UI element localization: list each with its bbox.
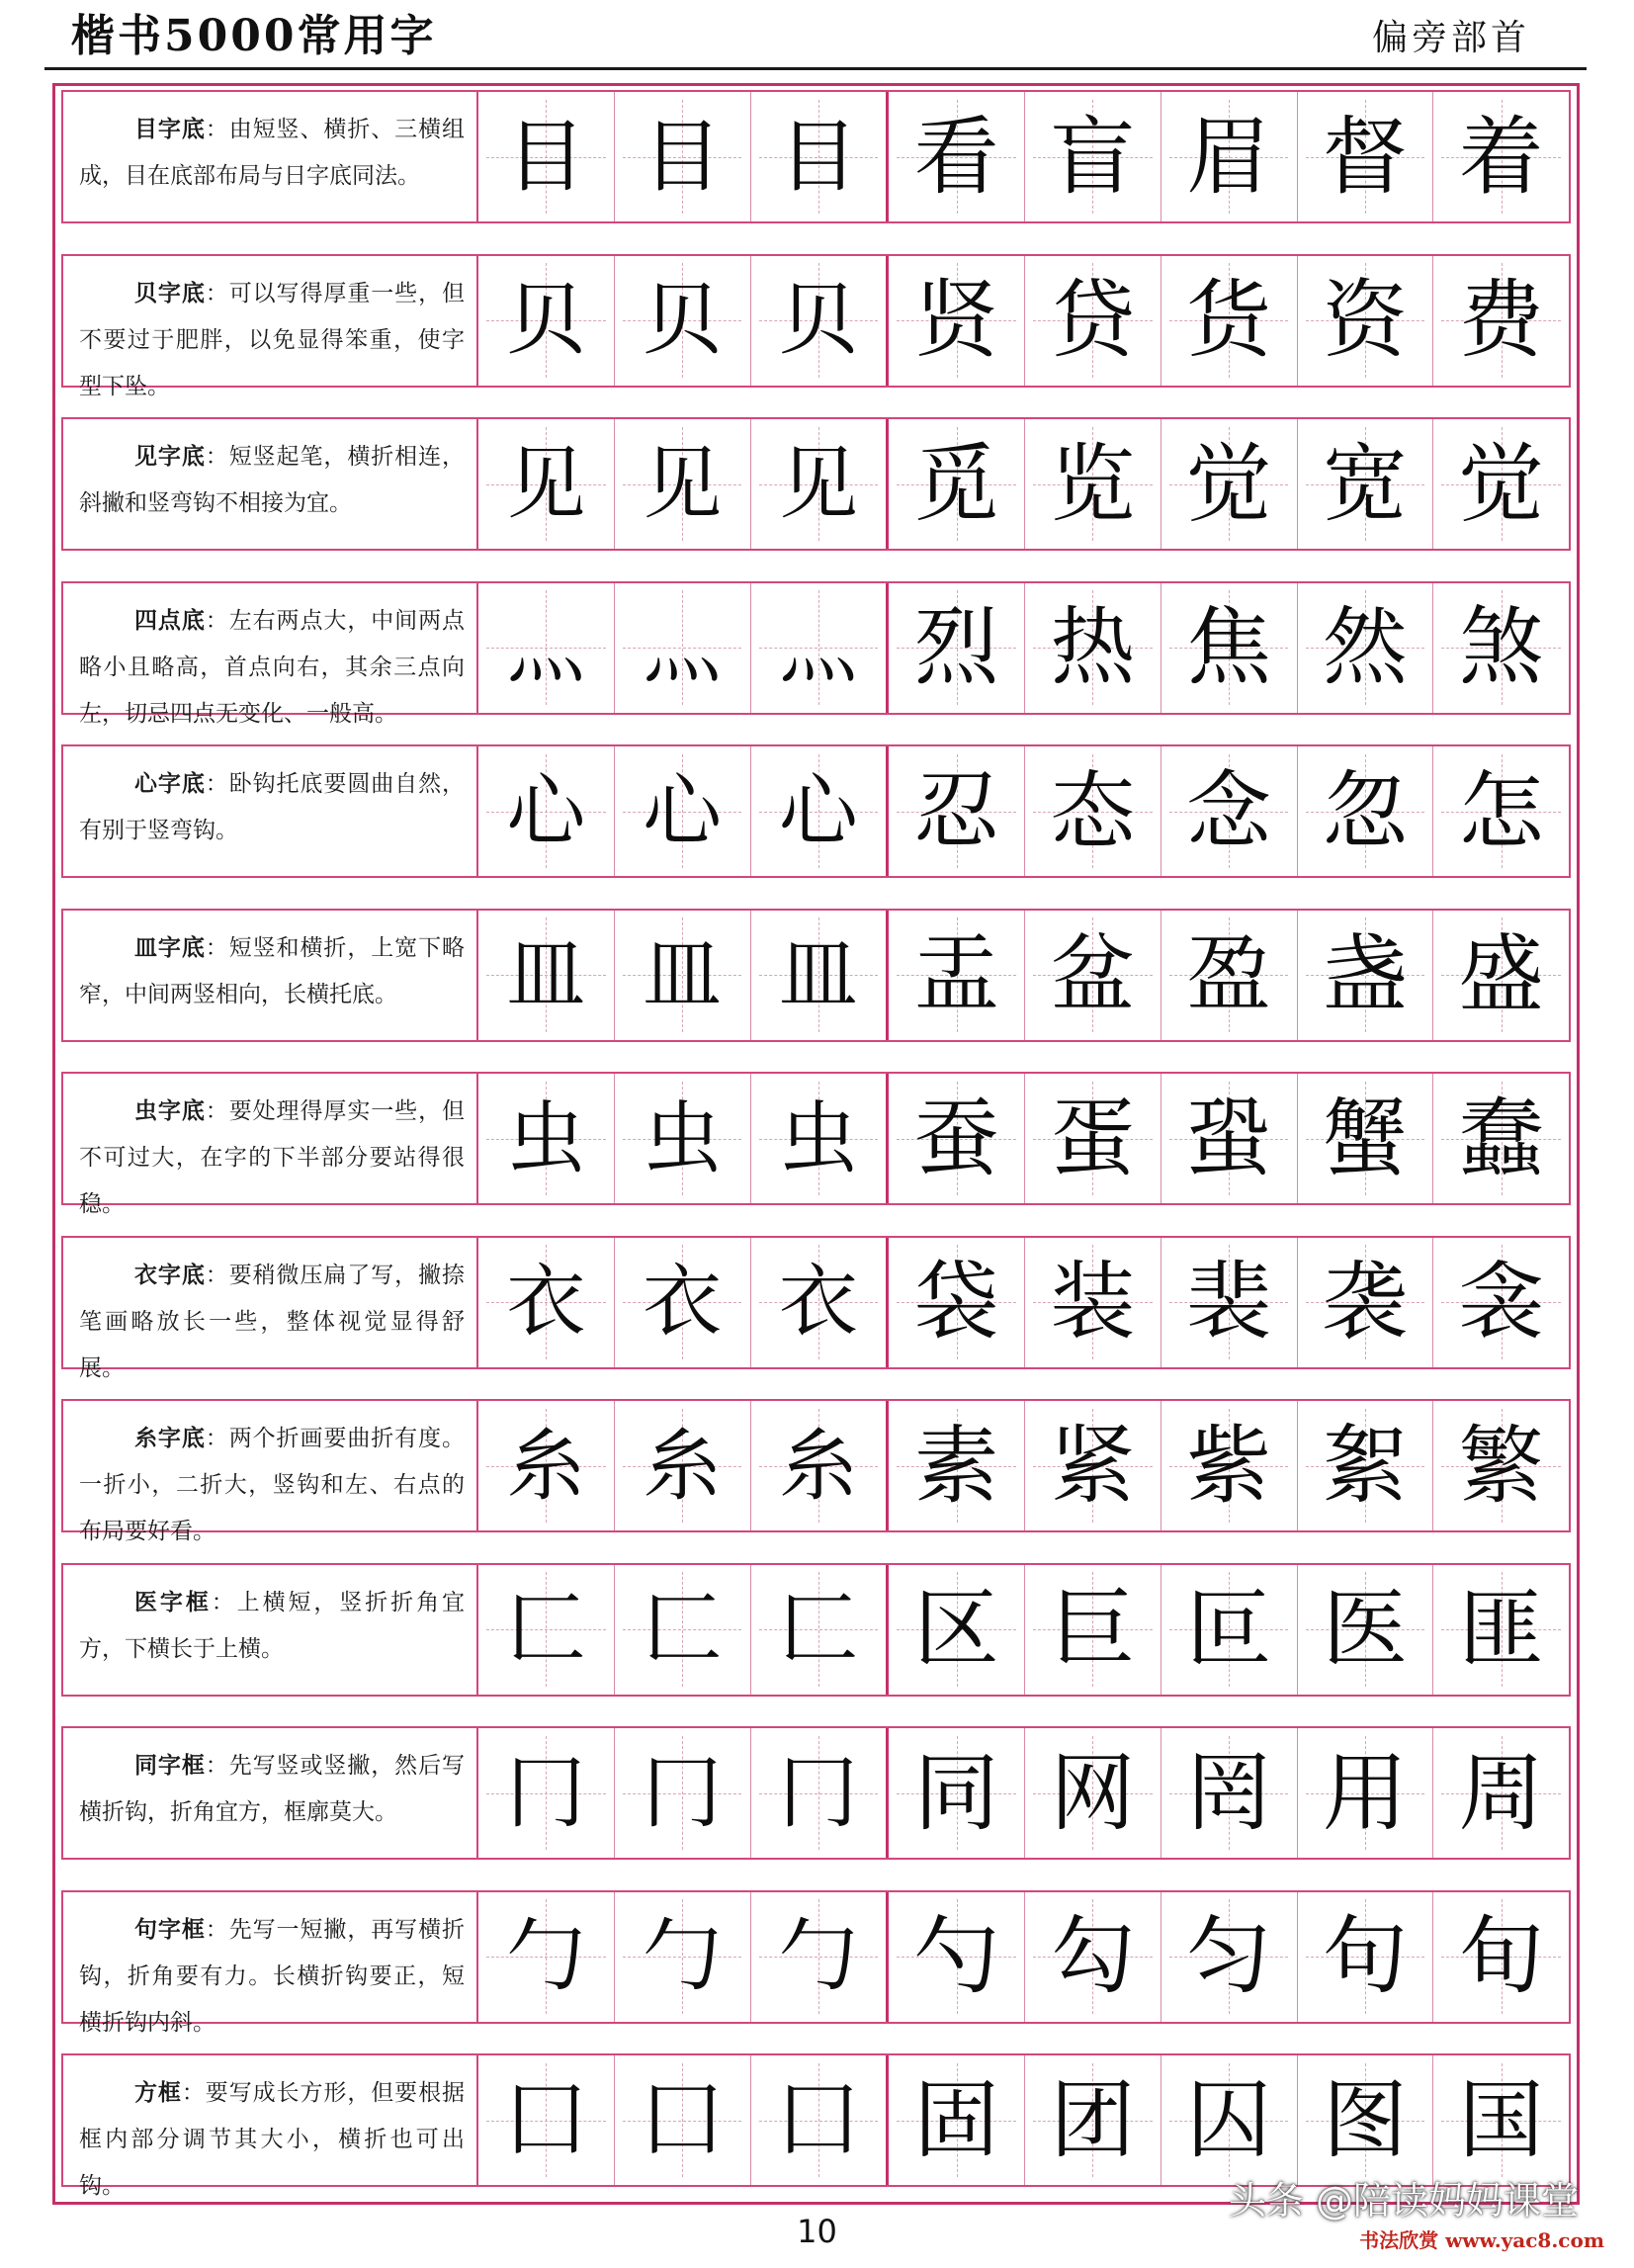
radical-glyph: 皿 bbox=[643, 928, 723, 1020]
practice-cell bbox=[478, 746, 615, 876]
practice-cell bbox=[1433, 419, 1569, 549]
radical-glyph: 皿 bbox=[778, 928, 858, 1020]
example-character: 固 bbox=[913, 2070, 999, 2170]
radical-glyph: 糸 bbox=[643, 1419, 723, 1512]
radical-glyph: 见 bbox=[778, 437, 858, 530]
radical-row bbox=[61, 909, 1571, 1042]
practice-cell bbox=[615, 92, 751, 221]
header-divider bbox=[44, 67, 1587, 70]
radical-label: 同字框 bbox=[134, 1752, 206, 1779]
practice-cell bbox=[751, 1074, 890, 1203]
radical-note: ：左右两点大，中间两点略小且略高，首点向右，其余三点向左，切忌四点无变化、一般高。 bbox=[79, 607, 466, 727]
practice-cell bbox=[889, 1401, 1025, 1530]
example-character: 叵 bbox=[1186, 1580, 1272, 1679]
radical-description bbox=[63, 92, 478, 221]
practice-cell bbox=[751, 583, 890, 713]
radical-glyph: 囗 bbox=[643, 2073, 723, 2166]
example-character: 紫 bbox=[1186, 1416, 1272, 1516]
radical-glyph: 勹 bbox=[778, 1910, 858, 2002]
practice-cell bbox=[1161, 911, 1298, 1040]
radical-glyph: 虫 bbox=[506, 1091, 586, 1184]
radical-glyph: 灬 bbox=[778, 601, 858, 693]
example-character: 贤 bbox=[913, 271, 999, 370]
example-character: 袋 bbox=[913, 1253, 999, 1352]
radical-description bbox=[63, 256, 478, 399]
practice-cell bbox=[1161, 1074, 1298, 1203]
radical-glyph: 虫 bbox=[643, 1091, 723, 1184]
radical-row bbox=[61, 90, 1571, 223]
radical-row bbox=[61, 1890, 1571, 2036]
practice-cell bbox=[1161, 2055, 1298, 2185]
example-character: 衾 bbox=[1458, 1253, 1544, 1352]
practice-cell bbox=[478, 583, 615, 713]
practice-cell bbox=[889, 583, 1025, 713]
practice-cell bbox=[751, 2055, 890, 2185]
practice-cell bbox=[1025, 746, 1161, 876]
radical-glyph: 糸 bbox=[506, 1419, 586, 1512]
radical-description bbox=[63, 419, 478, 549]
example-character: 用 bbox=[1322, 1743, 1408, 1843]
practice-cell bbox=[1433, 92, 1569, 221]
radical-glyph: 见 bbox=[506, 437, 586, 530]
radical-note: ：上横短，竖折折角宜方，下横长于上横。 bbox=[79, 1589, 466, 1662]
radical-glyph: 勹 bbox=[506, 1910, 586, 2002]
practice-cell bbox=[478, 1401, 615, 1530]
practice-cell bbox=[889, 746, 1025, 876]
practice-cell bbox=[889, 92, 1025, 221]
site-mark: 书法欣赏 www.yac8.com bbox=[1359, 2228, 1604, 2252]
practice-cells bbox=[478, 256, 1569, 386]
practice-cell bbox=[1025, 1401, 1161, 1530]
page-header bbox=[0, 0, 1634, 77]
example-character: 蛋 bbox=[1050, 1089, 1136, 1188]
example-character: 忍 bbox=[913, 761, 999, 861]
radical-note: ：短竖起笔，横折相连，斜撇和竖弯钩不相接为宜。 bbox=[79, 444, 466, 516]
radical-description bbox=[63, 1565, 478, 1695]
example-character: 旬 bbox=[1458, 1907, 1544, 2006]
practice-cell bbox=[615, 256, 751, 386]
radical-row bbox=[61, 1236, 1571, 1381]
radical-glyph: 灬 bbox=[643, 601, 723, 693]
practice-cell bbox=[1433, 1728, 1569, 1858]
practice-cell bbox=[1025, 1565, 1161, 1695]
example-character: 紧 bbox=[1050, 1416, 1136, 1516]
example-character: 念 bbox=[1186, 761, 1272, 861]
example-character: 资 bbox=[1322, 271, 1408, 370]
radical-row bbox=[61, 417, 1571, 551]
radical-note: ：要写成长方形，但要根据框内部分调节其大小，横折也可出钩。 bbox=[79, 2080, 466, 2199]
radical-note: ：可以写得厚重一些，但不要过于肥胖，以免显得笨重，使字型下坠。 bbox=[79, 280, 466, 399]
radical-glyph: 衣 bbox=[643, 1256, 723, 1348]
example-character: 蠢 bbox=[1458, 1089, 1544, 1188]
example-character: 盲 bbox=[1050, 107, 1136, 207]
example-character: 囚 bbox=[1186, 2070, 1272, 2170]
radical-note: ：先写一短撇，再写横折钩，折角要有力。长横折钩要正，短横折钩内斜。 bbox=[79, 1916, 466, 2036]
practice-cell bbox=[1025, 256, 1161, 386]
example-character: 装 bbox=[1050, 1253, 1136, 1352]
practice-cell bbox=[615, 1238, 751, 1367]
practice-cell bbox=[1298, 911, 1434, 1040]
practice-cell bbox=[889, 1728, 1025, 1858]
radical-note: ：卧钩托底要圆曲自然，有别于竖弯钩。 bbox=[79, 771, 466, 843]
radical-row bbox=[61, 1072, 1571, 1217]
practice-cell bbox=[889, 1238, 1025, 1367]
practice-cell bbox=[478, 1728, 615, 1858]
example-character: 蛩 bbox=[1186, 1089, 1272, 1188]
practice-cell bbox=[1433, 1401, 1569, 1530]
practice-cell bbox=[1161, 1401, 1298, 1530]
practice-cells bbox=[478, 1074, 1569, 1203]
practice-cell bbox=[615, 583, 751, 713]
example-character: 看 bbox=[913, 107, 999, 207]
practice-cell bbox=[1433, 256, 1569, 386]
practice-cell bbox=[1298, 256, 1434, 386]
practice-cell bbox=[751, 1892, 890, 2022]
example-character: 罔 bbox=[1186, 1743, 1272, 1843]
radical-glyph: 匚 bbox=[643, 1583, 723, 1675]
practice-cell bbox=[1298, 1565, 1434, 1695]
radical-glyph: 衣 bbox=[778, 1256, 858, 1348]
radical-label: 虫字底 bbox=[134, 1097, 206, 1124]
practice-cells bbox=[478, 1892, 1569, 2022]
practice-cell bbox=[751, 1565, 890, 1695]
page-number: 10 bbox=[797, 2213, 837, 2250]
radical-note: ：短竖和横折，上宽下略窄，中间两竖相向，长横托底。 bbox=[79, 934, 466, 1007]
example-character: 盏 bbox=[1322, 925, 1408, 1024]
example-character: 热 bbox=[1050, 598, 1136, 697]
radical-note: ：两个折画要曲折有度。一折小，二折大，竖钩和左、右点的布局要好看。 bbox=[79, 1426, 466, 1544]
practice-cell bbox=[478, 1074, 615, 1203]
example-character: 勺 bbox=[913, 1907, 999, 2006]
practice-cell bbox=[1298, 2055, 1434, 2185]
radical-row bbox=[61, 744, 1571, 878]
radical-glyph: 贝 bbox=[643, 274, 723, 366]
practice-cell bbox=[751, 1238, 890, 1367]
practice-cell bbox=[1025, 911, 1161, 1040]
example-character: 然 bbox=[1322, 598, 1408, 697]
practice-cell bbox=[751, 1401, 890, 1530]
radical-glyph: 皿 bbox=[506, 928, 586, 1020]
practice-cell bbox=[1298, 1074, 1434, 1203]
practice-cell bbox=[1025, 1074, 1161, 1203]
example-character: 忽 bbox=[1322, 761, 1408, 861]
example-character: 蚕 bbox=[913, 1089, 999, 1188]
radical-label: 方框 bbox=[134, 2079, 182, 2106]
radical-description bbox=[63, 1074, 478, 1217]
example-character: 裴 bbox=[1186, 1253, 1272, 1352]
practice-cells bbox=[478, 1401, 1569, 1530]
radical-glyph: 冂 bbox=[778, 1746, 858, 1839]
practice-cell bbox=[751, 256, 890, 386]
example-character: 煞 bbox=[1458, 598, 1544, 697]
practice-cell bbox=[615, 911, 751, 1040]
radical-label: 皿字底 bbox=[134, 933, 206, 961]
example-character: 絮 bbox=[1322, 1416, 1408, 1516]
practice-cell bbox=[1161, 1565, 1298, 1695]
practice-cells bbox=[478, 419, 1569, 549]
practice-cell bbox=[1433, 746, 1569, 876]
radical-description bbox=[63, 1238, 478, 1381]
example-character: 匪 bbox=[1458, 1580, 1544, 1679]
practice-cell bbox=[1298, 1728, 1434, 1858]
practice-cell bbox=[1161, 256, 1298, 386]
practice-cell bbox=[751, 1728, 890, 1858]
example-character: 繁 bbox=[1458, 1416, 1544, 1516]
example-character: 态 bbox=[1050, 761, 1136, 861]
practice-cell bbox=[889, 1892, 1025, 2022]
radical-glyph: 目 bbox=[643, 110, 723, 203]
example-character: 句 bbox=[1322, 1907, 1408, 2006]
practice-cell bbox=[615, 419, 751, 549]
practice-cell bbox=[615, 1728, 751, 1858]
radical-note: ：先写竖或竖撇，然后写横折钩，折角宜方，框廓莫大。 bbox=[79, 1753, 466, 1825]
radical-note: ：要处理得厚实一些，但不可过大，在字的下半部分要站得很稳。 bbox=[79, 1098, 466, 1217]
example-character: 勾 bbox=[1050, 1907, 1136, 2006]
radical-glyph: 目 bbox=[778, 110, 858, 203]
practice-cells bbox=[478, 583, 1569, 713]
radical-description bbox=[63, 1401, 478, 1544]
practice-cell bbox=[478, 419, 615, 549]
example-character: 烈 bbox=[913, 598, 999, 697]
example-character: 盈 bbox=[1186, 925, 1272, 1024]
example-character: 览 bbox=[1050, 434, 1136, 534]
practice-cell bbox=[1433, 583, 1569, 713]
radical-glyph: 心 bbox=[643, 764, 723, 857]
radical-glyph: 囗 bbox=[778, 2073, 858, 2166]
radical-description bbox=[63, 1892, 478, 2036]
radical-glyph: 虫 bbox=[778, 1091, 858, 1184]
practice-cell bbox=[1161, 1238, 1298, 1367]
radical-label: 糸字底 bbox=[134, 1425, 206, 1451]
example-character: 觉 bbox=[1458, 434, 1544, 534]
radical-description bbox=[63, 583, 478, 727]
example-character: 网 bbox=[1050, 1743, 1136, 1843]
practice-cell bbox=[1025, 2055, 1161, 2185]
radical-glyph: 勹 bbox=[643, 1910, 723, 2002]
radical-glyph: 匚 bbox=[506, 1583, 586, 1675]
practice-cell bbox=[889, 1565, 1025, 1695]
section-title: 偏旁部首 bbox=[1371, 18, 1530, 58]
practice-cell bbox=[1161, 746, 1298, 876]
example-character: 费 bbox=[1458, 271, 1544, 370]
radical-glyph: 囗 bbox=[506, 2073, 586, 2166]
practice-cell bbox=[615, 1401, 751, 1530]
example-character: 贷 bbox=[1050, 271, 1136, 370]
example-character: 素 bbox=[913, 1416, 999, 1516]
practice-cell bbox=[1298, 1238, 1434, 1367]
radical-description bbox=[63, 746, 478, 876]
practice-cell bbox=[1433, 1892, 1569, 2022]
practice-cell bbox=[1161, 92, 1298, 221]
practice-cell bbox=[1025, 92, 1161, 221]
practice-cell bbox=[1298, 92, 1434, 221]
example-character: 货 bbox=[1186, 271, 1272, 370]
practice-cell bbox=[1161, 1892, 1298, 2022]
radical-note: ：要稍微压扁了写，撇捺笔画略放长一些，整体视觉显得舒展。 bbox=[79, 1262, 466, 1381]
radical-row bbox=[61, 581, 1571, 727]
practice-cells bbox=[478, 746, 1569, 876]
practice-cell bbox=[478, 1892, 615, 2022]
practice-cell bbox=[751, 92, 890, 221]
radical-label: 见字底 bbox=[134, 443, 206, 470]
practice-cell bbox=[615, 746, 751, 876]
practice-cell bbox=[615, 1892, 751, 2022]
radical-description bbox=[63, 911, 478, 1040]
example-character: 觅 bbox=[913, 434, 999, 534]
example-character: 焦 bbox=[1186, 598, 1272, 697]
practice-cell bbox=[889, 2055, 1025, 2185]
practice-cell bbox=[889, 419, 1025, 549]
practice-cell bbox=[1025, 1238, 1161, 1367]
radical-label: 医字框 bbox=[134, 1588, 212, 1615]
example-character: 区 bbox=[913, 1580, 999, 1679]
practice-cells bbox=[478, 92, 1569, 221]
example-character: 国 bbox=[1458, 2070, 1544, 2170]
practice-cell bbox=[1298, 583, 1434, 713]
example-character: 着 bbox=[1458, 107, 1544, 207]
practice-cell bbox=[615, 2055, 751, 2185]
practice-cell bbox=[478, 256, 615, 386]
example-character: 医 bbox=[1322, 1580, 1408, 1679]
radical-row bbox=[61, 2053, 1571, 2199]
practice-cell bbox=[478, 1238, 615, 1367]
practice-cell bbox=[889, 911, 1025, 1040]
practice-cell bbox=[1298, 746, 1434, 876]
radical-glyph: 糸 bbox=[778, 1419, 858, 1512]
practice-cell bbox=[478, 92, 615, 221]
radical-glyph: 灬 bbox=[506, 601, 586, 693]
practice-cell bbox=[615, 1074, 751, 1203]
radical-glyph: 冂 bbox=[506, 1746, 586, 1839]
practice-cells bbox=[478, 1238, 1569, 1367]
practice-sheet bbox=[52, 83, 1580, 2205]
practice-cell bbox=[478, 1565, 615, 1695]
practice-cells bbox=[478, 2055, 1569, 2185]
radical-glyph: 冂 bbox=[643, 1746, 723, 1839]
example-character: 督 bbox=[1322, 107, 1408, 207]
practice-cells bbox=[478, 1728, 1569, 1858]
example-character: 团 bbox=[1050, 2070, 1136, 2170]
radical-description bbox=[63, 2055, 478, 2199]
practice-cell bbox=[1298, 419, 1434, 549]
practice-cell bbox=[751, 419, 890, 549]
radical-glyph: 心 bbox=[778, 764, 858, 857]
radical-glyph: 见 bbox=[643, 437, 723, 530]
example-character: 觉 bbox=[1186, 434, 1272, 534]
practice-cell bbox=[1433, 911, 1569, 1040]
radical-row bbox=[61, 254, 1571, 399]
practice-cell bbox=[478, 2055, 615, 2185]
example-character: 周 bbox=[1458, 1743, 1544, 1843]
practice-cell bbox=[1433, 2055, 1569, 2185]
example-character: 怎 bbox=[1458, 761, 1544, 861]
practice-cells bbox=[478, 1565, 1569, 1695]
practice-cell bbox=[1433, 1565, 1569, 1695]
practice-cell bbox=[889, 1074, 1025, 1203]
radical-label: 心字底 bbox=[134, 770, 206, 797]
radical-glyph: 贝 bbox=[506, 274, 586, 366]
example-character: 袭 bbox=[1322, 1253, 1408, 1352]
radical-glyph: 目 bbox=[506, 110, 586, 203]
practice-cell bbox=[1433, 1238, 1569, 1367]
example-character: 同 bbox=[913, 1743, 999, 1843]
practice-cell bbox=[1433, 1074, 1569, 1203]
practice-cell bbox=[1161, 583, 1298, 713]
radical-glyph: 匚 bbox=[778, 1583, 858, 1675]
example-character: 蟹 bbox=[1322, 1089, 1408, 1188]
practice-cell bbox=[751, 911, 890, 1040]
radical-glyph: 衣 bbox=[506, 1256, 586, 1348]
practice-cell bbox=[615, 1565, 751, 1695]
example-character: 巨 bbox=[1050, 1580, 1136, 1679]
example-character: 宽 bbox=[1322, 434, 1408, 534]
radical-label: 贝字底 bbox=[134, 279, 206, 306]
practice-cell bbox=[1298, 1892, 1434, 2022]
practice-cell bbox=[1161, 419, 1298, 549]
practice-cell bbox=[889, 256, 1025, 386]
practice-cell bbox=[1298, 1401, 1434, 1530]
practice-cells bbox=[478, 911, 1569, 1040]
example-character: 盂 bbox=[913, 925, 999, 1024]
practice-cell bbox=[1025, 1728, 1161, 1858]
book-title: 楷书5000常用字 bbox=[71, 11, 437, 61]
example-character: 图 bbox=[1322, 2070, 1408, 2170]
radical-row bbox=[61, 1399, 1571, 1544]
radical-row bbox=[61, 1726, 1571, 1860]
example-character: 盆 bbox=[1050, 925, 1136, 1024]
practice-cell bbox=[751, 746, 890, 876]
radical-label: 目字底 bbox=[134, 116, 206, 142]
radical-glyph: 贝 bbox=[778, 274, 858, 366]
radical-row bbox=[61, 1563, 1571, 1697]
example-character: 眉 bbox=[1186, 107, 1272, 207]
practice-cell bbox=[1161, 1728, 1298, 1858]
radical-label: 句字框 bbox=[134, 1915, 206, 1943]
practice-cell bbox=[1025, 583, 1161, 713]
radical-label: 衣字底 bbox=[134, 1261, 206, 1288]
practice-cell bbox=[1025, 1892, 1161, 2022]
radical-label: 四点底 bbox=[134, 606, 206, 634]
practice-cell bbox=[478, 911, 615, 1040]
radical-glyph: 心 bbox=[506, 764, 586, 857]
watermark: 头条 @陪读妈妈课堂 bbox=[1228, 2179, 1579, 2223]
radical-description bbox=[63, 1728, 478, 1858]
example-character: 盛 bbox=[1458, 925, 1544, 1024]
practice-cell bbox=[1025, 419, 1161, 549]
example-character: 匀 bbox=[1186, 1907, 1272, 2006]
radical-note: ：由短竖、横折、三横组成，目在底部布局与日字底同法。 bbox=[79, 117, 466, 189]
